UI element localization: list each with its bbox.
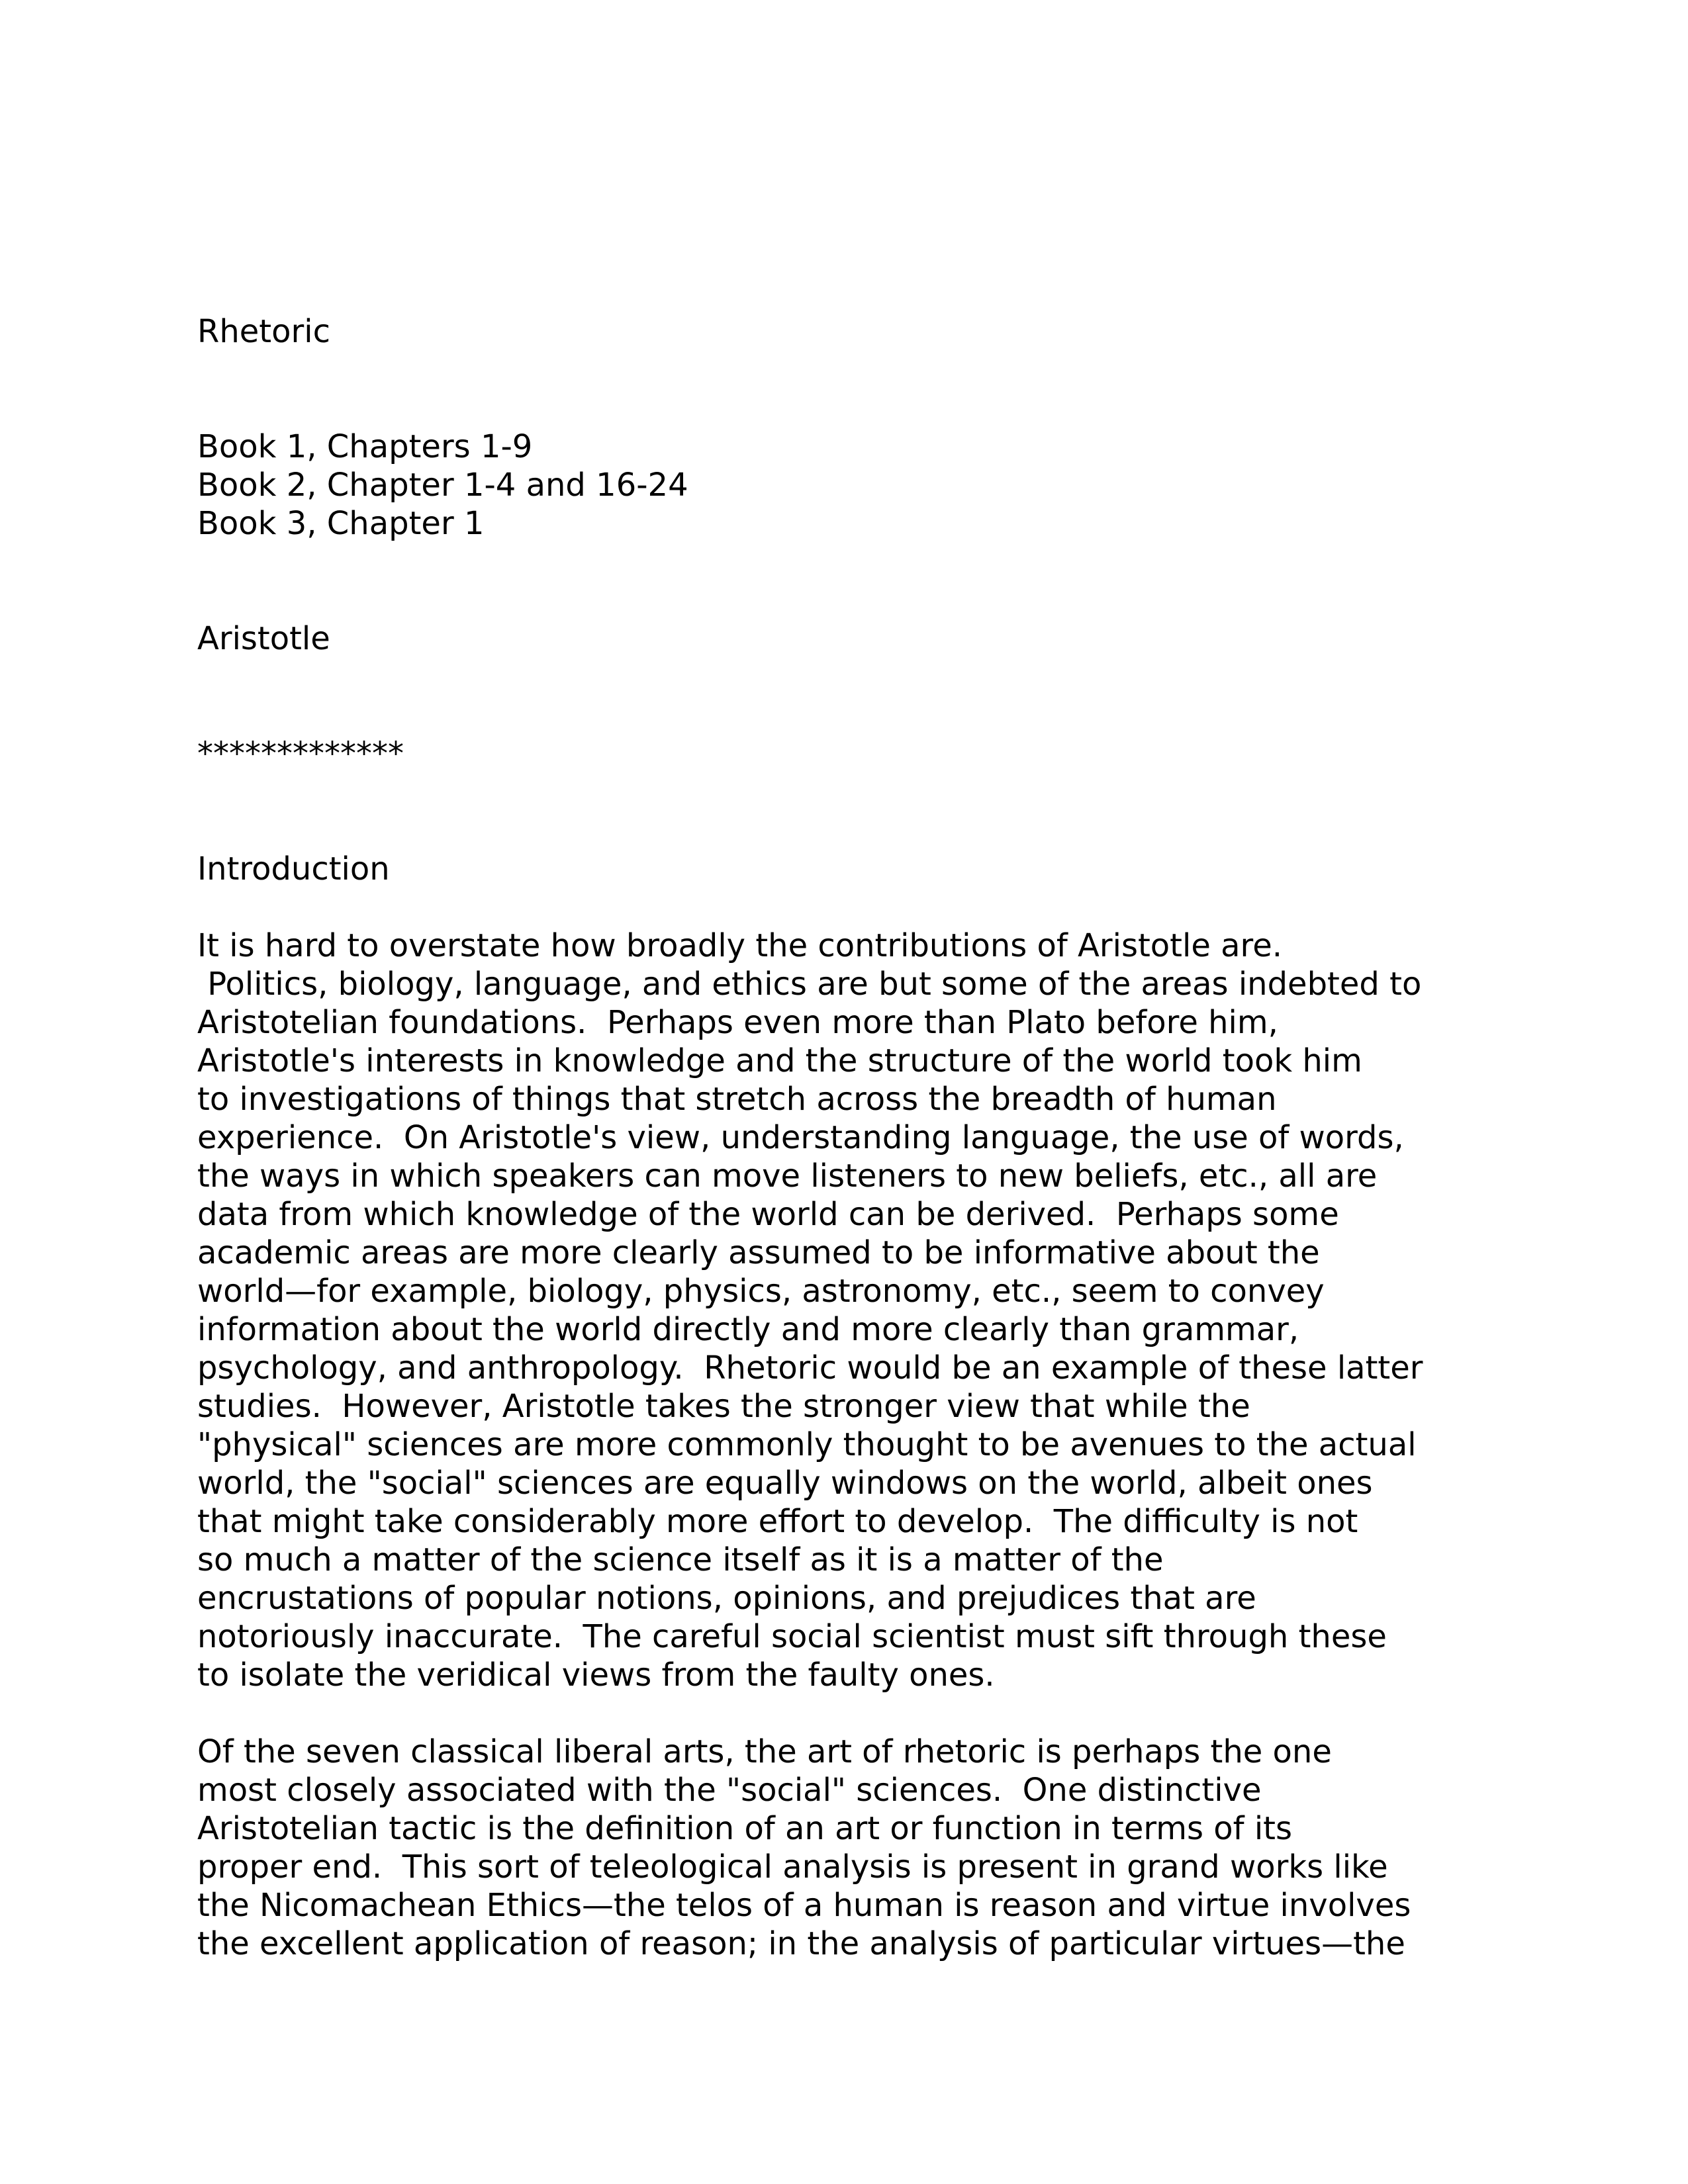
paragraph-line: notoriously inaccurate. The careful social scientist must sift through these [197, 1618, 1387, 1655]
paragraph-line: psychology, and anthropology. Rhetoric would be an example of these latter [197, 1349, 1423, 1387]
paragraph-line: the excellent application of reason; in the analysis of particular virtues—the [197, 1925, 1405, 1962]
paragraph-line: Politics, biology, language, and ethics are but some of the areas indebted to [197, 966, 1422, 1003]
book-reference-2: Book 2, Chapter 1-4 and 16-24 [197, 467, 688, 504]
paragraph-line: world, the "social" sciences are equally windows on the world, albeit ones [197, 1465, 1373, 1502]
paragraph-line: experience. On Aristotle's view, understanding language, the use of words, [197, 1119, 1404, 1156]
book-reference-1: Book 1, Chapters 1-9 [197, 428, 533, 465]
paragraph-line: to isolate the veridical views from the faulty ones. [197, 1657, 995, 1694]
paragraph-line: data from which knowledge of the world can be derived. Perhaps some [197, 1196, 1339, 1233]
section-heading: Introduction [197, 850, 390, 887]
paragraph-line: that might take considerably more effort to develop. The difficulty is not [197, 1503, 1358, 1540]
paragraph-line: studies. However, Aristotle takes the stronger view that while the [197, 1388, 1250, 1425]
paragraph-line: Of the seven classical liberal arts, the art of rhetoric is perhaps the one [197, 1733, 1332, 1770]
paragraph-line: "physical" sciences are more commonly thought to be avenues to the actual [197, 1426, 1417, 1463]
paragraph-line: world—for example, biology, physics, astronomy, etc., seem to convey [197, 1273, 1325, 1310]
paragraph-line: most closely associated with the "social" sciences. One distinctive [197, 1772, 1262, 1809]
paragraph-line: Aristotle's interests in knowledge and the structure of the world took him [197, 1042, 1362, 1079]
paragraph-line: encrustations of popular notions, opinions, and prejudices that are [197, 1580, 1256, 1617]
intro-paragraph-1 [197, 927, 1508, 1694]
section-separator: ************* [197, 735, 404, 772]
paragraph-line: It is hard to overstate how broadly the contributions of Aristotle are. [197, 927, 1282, 964]
paragraph-line: so much a matter of the science itself as it is a matter of the [197, 1541, 1164, 1578]
intro-paragraph-2 [197, 1733, 1508, 1963]
paragraph-line: information about the world directly and more clearly than grammar, [197, 1311, 1299, 1348]
paragraph-line: Aristotelian tactic is the definition of an art or function in terms of its [197, 1810, 1292, 1847]
paragraph-line: Aristotelian foundations. Perhaps even more than Plato before him, [197, 1004, 1278, 1041]
paragraph-line: to investigations of things that stretch across the breadth of human [197, 1081, 1277, 1118]
book-reference-3: Book 3, Chapter 1 [197, 505, 485, 542]
paragraph-line: proper end. This sort of teleological analysis is present in grand works like [197, 1848, 1388, 1886]
paragraph-line: academic areas are more clearly assumed to be informative about the [197, 1234, 1320, 1271]
author-name: Aristotle [197, 620, 330, 657]
document-title: Rhetoric [197, 313, 330, 350]
paragraph-line: the Nicomachean Ethics—the telos of a human is reason and virtue involves [197, 1887, 1411, 1924]
paragraph-line: the ways in which speakers can move listeners to new beliefs, etc., all are [197, 1158, 1378, 1195]
